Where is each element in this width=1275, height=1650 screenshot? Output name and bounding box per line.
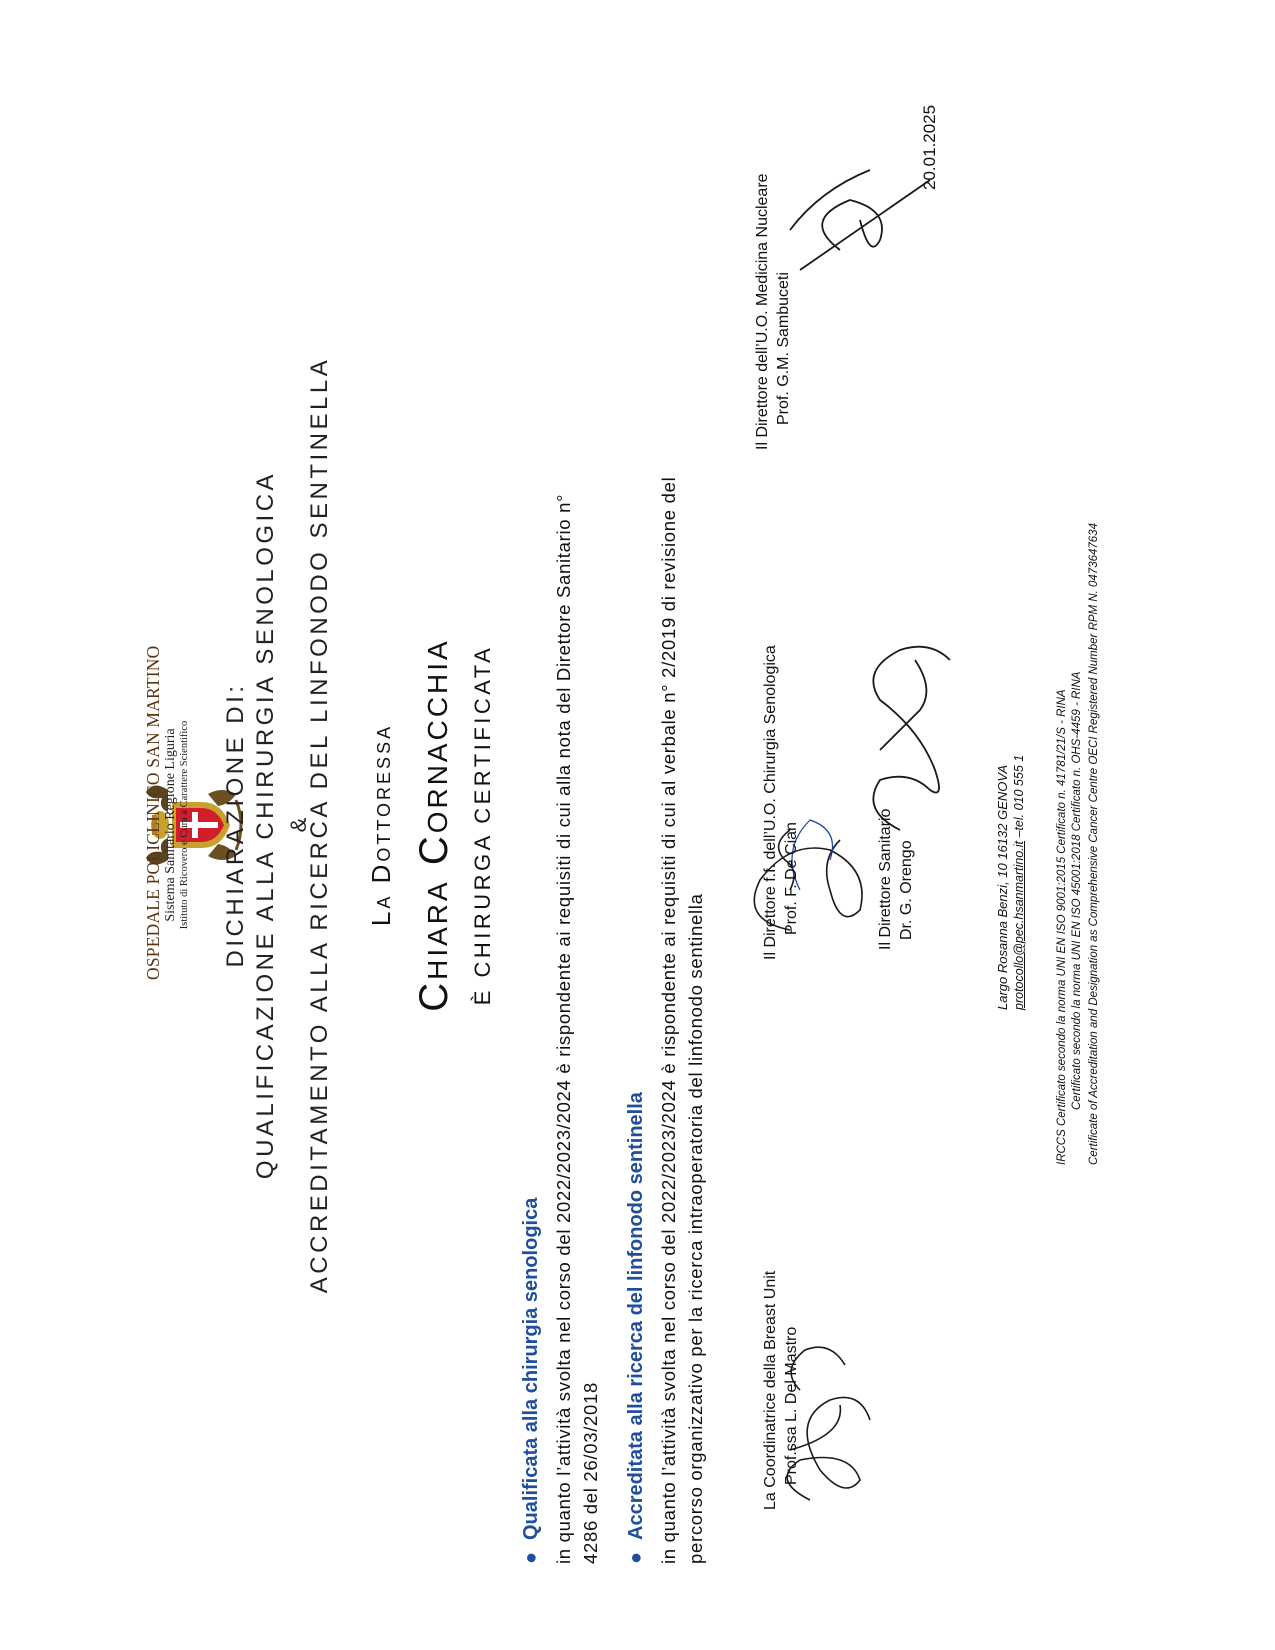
recipient-prefix: La Dottoressa (366, 723, 396, 927)
surgery-name: Prof. F. De Cian (783, 822, 800, 935)
title-line-2: QUALIFICAZIONE ALLA CHIRURGIA SENOLOGICA (252, 470, 279, 1180)
signature-block-health (875, 809, 917, 950)
title-line-1: DICHIARAZIONE DI: (222, 682, 249, 968)
nuclear-role: Il Direttore dell’U.O. Medicina Nucleare (754, 173, 771, 450)
recipient-name: Chiara Cornacchia (412, 638, 456, 1012)
document-date: 20.01.2025 (920, 104, 939, 190)
bullet-icon: ● (625, 1551, 647, 1564)
title-ampersand: & (286, 817, 311, 833)
hospital-subtitle: Sistema Sanitario Regione Liguria (163, 728, 178, 922)
hospital-subtitle-2: Istituto di Ricovero e Cura a Carattere Scientifico (179, 720, 190, 930)
signature-block-surgery (760, 645, 802, 960)
bullet-icon: ● (520, 1551, 542, 1564)
hospital-name: OSPEDALE POLICLINICO SAN MARTINO (143, 645, 163, 980)
surgery-role: Il Direttore f.f. dell’U.O. Chirurgia Senologica (762, 645, 779, 960)
section-title-1-text: Qualificata alla chirurgia senologica (520, 1197, 542, 1540)
footer-cert-2: Certificato secondo la norma UNI EN ISO 45001:2018 Certificato n. OHS-4459 - RINA (1071, 671, 1083, 1110)
signature-block-nuclear (752, 173, 794, 450)
signature-block-coordinator (760, 1271, 802, 1510)
certification-label: È CHIRURGA CERTIFICATA (470, 644, 495, 1006)
footer-email[interactable]: protocollo@pec.hsanmartino.it (1012, 840, 1026, 1010)
footer-cert-1: IRCCS Certificato secondo la norma UNI EN ISO 9001:2015 Certificato n. 41781/21/S - RINA (1056, 689, 1068, 1165)
section-title-2-text: Accreditata alla ricerca del linfonodo sentinella (625, 1092, 647, 1540)
coordinator-name: Prof.ssa L. Del Mastro (783, 1326, 800, 1485)
footer-address: Largo Rosanna Benzi, 10 16132 GENOVA (995, 765, 1010, 1010)
health-name: Dr. G. Orengo (898, 840, 915, 940)
nuclear-name: Prof. G.M. Sambuceti (775, 272, 792, 425)
footer-contacts (1012, 755, 1026, 1010)
signature-health-director (873, 647, 950, 830)
health-role: Il Direttore Sanitario (877, 808, 894, 950)
section-text-1: in quanto l’attività svolta nel corso del 2022/2023/2024 è rispondente ai requisiti di cui alla nota del Direttore Sanitario n° 4286 del 26/03/2018 (553, 493, 601, 1564)
section-text-2: in quanto l’attività svolta nel corso del 2022/2023/2024 è rispondente ai requisiti di cui al verbale n° 2/2019 di revisione del percorso organizzativo per la ricerca intraoperatoria del linfonodo sentinella (658, 476, 706, 1564)
footer-phone: –tel. 010 555 1 (1012, 754, 1026, 841)
title-line-4: ACCREDITAMENTO ALLA RICERCA DEL LINFONODO SENTINELLA (306, 356, 333, 1294)
footer-cert-3: Certificate of Accreditation and Designation as Comprehensive Cancer Centre OECI Registered Number RPM N. 0473647634 (1088, 523, 1100, 1165)
coordinator-role: La Coordinatrice della Breast Unit (762, 1270, 779, 1510)
signature-nuclear-director (790, 170, 930, 270)
